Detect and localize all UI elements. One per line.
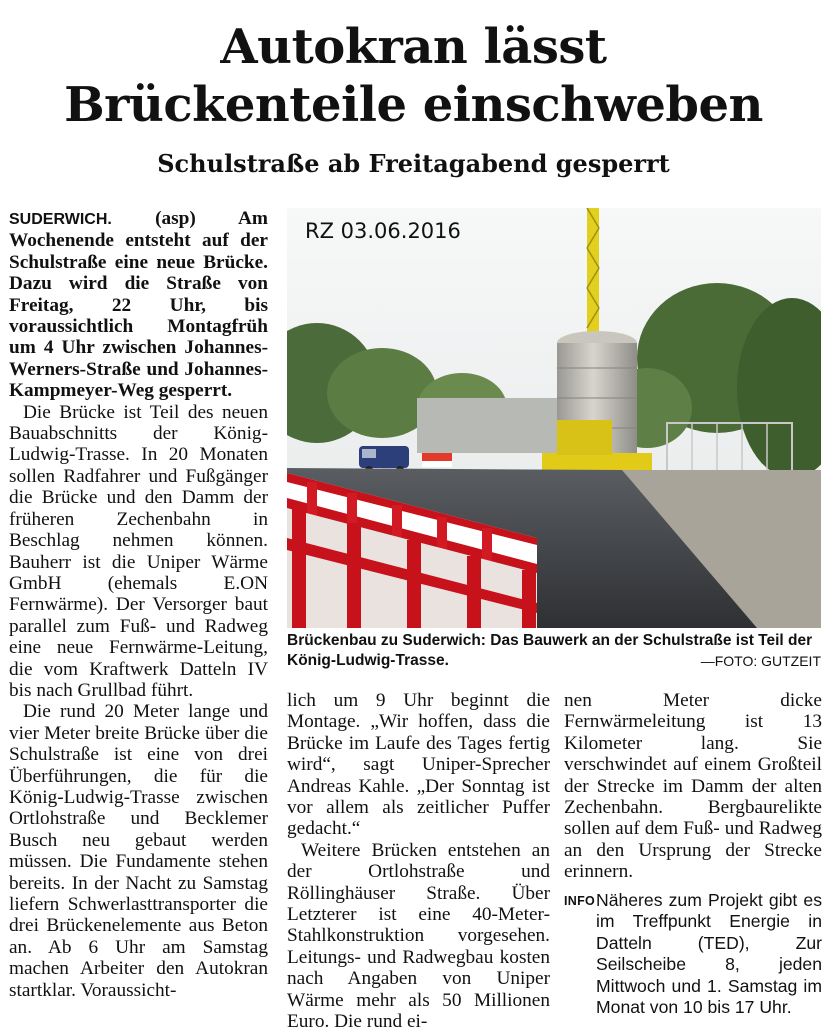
headline xyxy=(0,18,827,134)
construction-photo xyxy=(287,208,821,628)
body-paragraph-1: Die Brücke ist Teil des neuen Bauabschnitts der König-Ludwig-Trasse. In 20 Monaten sollen Radfahrer und Fußgänger die Brücke und den Damm der früheren Zechenbahn in Beschlag nehmen können. Bauherr ist die Uniper Wärme GmbH (ehemals E.ON Fernwärme). Der Versorger baut parallel zum Fuß- und Radweg eine neue Fernwärme-Leitung, die vom Kraftwerk Datteln IV bis nach Grullbad führt. xyxy=(9,401,268,701)
info-text: Näheres zum Projekt gibt es im Treffpunkt Energie in Datteln (TED), Zur Seilscheibe 8, jeden Mittwoch und 1. Samstag im Monat von 10 bis 17 Uhr. xyxy=(596,890,822,1018)
article-column-1 xyxy=(9,208,268,1001)
body-paragraph-2-continued: lich um 9 Uhr beginnt die Montage. „Wir hoffen, dass die Brücke im Laufe des Tages fertig wird“, sagt Uniper-Sprecher Andreas Kahle. „Der Sonntag ist vor allem als zeitlicher Puffer gedacht.“ xyxy=(287,690,550,840)
subheadline: Schulstraße ab Freitagabend gesperrt xyxy=(157,149,670,178)
dateline: SUDERWICH. xyxy=(9,211,112,228)
lead-text: Am Wochenende entsteht auf der Schulstraße eine neue Brücke. Dazu wird die Straße von Freitag, 22 Uhr, bis voraussichtlich Montagfrüh um 4 Uhr zwischen Johannes-Werners-Straße und Johannes-Kampmeyer-Weg gesperrt. xyxy=(9,208,268,402)
body-paragraph-3: Weitere Brücken entstehen an der Ortlohstraße und Röllinghäuser Straße. Über Letzterer ist eine 40-Meter-Stahlkonstruktion vorgesehen. Leitungs- und Radwegbau kosten nach Angaben von Uniper Wärme mehr als 50 Millionen Euro. Die rund ei- xyxy=(287,839,550,1033)
body-paragraph-2: Die rund 20 Meter lange und vier Meter breite Brücke über die Schulstraße ist eine von drei Überführungen, die für die König-Ludwig-Trasse zwischen Ortlohstraße und Becklemer Busch neu gebaut werden müssen. Die Fundamente stehen bereits. In der Nacht zu Samstag liefern Schwerlasttransporter die drei Brückenelemente aus Beton an. Ab 6 Uhr am Samstag machen Arbeiter den Autokran startklar. Voraussicht- xyxy=(9,701,268,1001)
headline-line-1: Autokran lässt xyxy=(220,19,607,75)
body-paragraph-3-continued: nen Meter dicke Fernwärmeleitung ist 13 Kilometer lang. Sie verschwindet auf einem Großteil der Strecke im Damm der alten Zechenbahn. Bergbaurelikte sollen auf dem Fuß- und Radweg an den Ursprung der Strecke erinnern. xyxy=(564,690,822,883)
lead-paragraph xyxy=(9,208,268,402)
info-label: INFO xyxy=(564,894,596,908)
photo-credit: —FOTO: GUTZEIT xyxy=(700,653,821,669)
article-column-3 xyxy=(564,690,822,883)
info-box xyxy=(564,890,822,1018)
photo-caption: Brückenbau zu Suderwich: Das Bauwerk an der Schulstraße ist Teil der König-Ludwig-Trasse. xyxy=(287,632,813,669)
date-stamp: RZ 03.06.2016 xyxy=(305,219,461,243)
author-tag: (asp) xyxy=(155,208,196,229)
article-column-2 xyxy=(287,690,550,1033)
headline-line-2: Brückenteile einschweben xyxy=(64,77,763,133)
